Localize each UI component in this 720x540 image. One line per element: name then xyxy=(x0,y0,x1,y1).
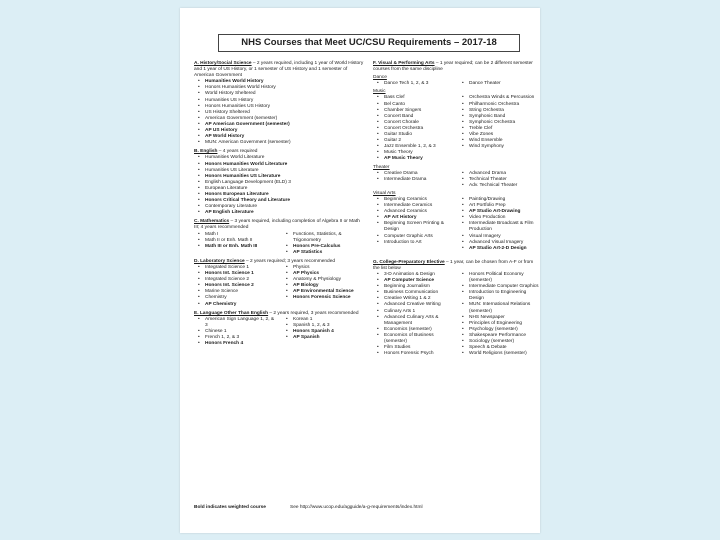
section-d-title: D. Laboratory Science xyxy=(194,258,245,264)
section-e-list-1 xyxy=(194,317,278,347)
list-item: • Vibe Zones xyxy=(462,132,539,138)
list-item: • AP American Government (semester) xyxy=(198,122,366,128)
theater-grid xyxy=(373,171,539,189)
list-item: • Advanced Culinary Arts & Management xyxy=(377,315,454,327)
list-item: • English Language Development (ELD) 3 xyxy=(198,180,366,186)
section-c-header xyxy=(194,219,366,231)
list-item: • AP Studio Art-2-D Design xyxy=(462,246,539,252)
list-item: • Film Studies xyxy=(377,345,454,351)
list-item: • MUN: International Relations (semester) xyxy=(462,302,539,314)
section-c-list-1 xyxy=(194,232,278,256)
list-item: • Korean 1 xyxy=(286,317,366,323)
list-item: • Business Communication xyxy=(377,290,454,296)
list-item: • Art Portfolio Prep xyxy=(462,203,539,209)
footer-link[interactable]: See http://www.ucop.edu/agguide/a-g-requirements/index.html xyxy=(290,505,423,510)
list-item: • Marine Science xyxy=(198,289,278,295)
section-a-title: A. History/Social Science xyxy=(194,61,252,66)
music-subheading: Music xyxy=(373,89,386,95)
list-item: • Spanish 1, 2, & 3 xyxy=(286,323,366,329)
list-item: • AP Environmental Science xyxy=(286,289,366,295)
list-item: • Chinese 1 xyxy=(198,329,278,335)
list-item: • AP Physics xyxy=(286,271,366,277)
list-item: • Honors Forensic Psych xyxy=(377,351,454,357)
list-item: • Bel Canto xyxy=(377,102,454,108)
section-c-grid xyxy=(194,232,366,256)
right-column xyxy=(373,61,539,357)
list-item: • 3-D Animation & Design xyxy=(377,272,454,278)
list-item: • Computer Graphic Arts xyxy=(377,234,454,240)
list-item: • Guitar Studio xyxy=(377,132,454,138)
list-item: • Anatomy & Physiology xyxy=(286,277,366,283)
list-item: • Beginning Journalism xyxy=(377,284,454,290)
list-item: • Guitar 2 xyxy=(377,138,454,144)
list-item: • Intermediate Drama xyxy=(377,177,454,183)
visual-arts-list-2 xyxy=(458,197,539,252)
dance-grid xyxy=(373,81,539,87)
list-item: • World Religions (semester) xyxy=(462,351,539,357)
section-e-list-2 xyxy=(282,317,366,347)
section-d-list-2 xyxy=(282,265,366,308)
list-item: • Wind Symphony xyxy=(462,144,539,150)
list-item: • Wind Ensemble xyxy=(462,138,539,144)
section-c-desc: – 3 years required, including completion of Algebra II or Math III; 4 years recommended xyxy=(194,219,360,231)
list-item: • AP US History xyxy=(198,128,366,134)
section-a-list xyxy=(194,79,366,146)
dance-subheading: Dance xyxy=(373,75,387,81)
list-item: • Advanced Creative Writing xyxy=(377,302,454,308)
list-item: • Creative Writing 1 & 2 xyxy=(377,296,454,302)
list-item: • AP Art History xyxy=(377,215,454,221)
list-item: • Advanced Drama xyxy=(462,171,539,177)
list-item: • Introduction to Engineering Design xyxy=(462,290,539,302)
section-g-desc: – 1 year, can be chosen from A-F or from the list below xyxy=(373,259,534,271)
list-item: • Concert Band xyxy=(377,114,454,120)
list-item: • Symphonic Orchestra xyxy=(462,120,539,126)
section-e-desc: – 2 years required, 3 years recommended xyxy=(268,310,359,316)
list-item: • Economics (semester) xyxy=(377,327,454,333)
list-item: • Integrated Science 2 xyxy=(198,277,278,283)
list-item: • US History Sheltered xyxy=(198,110,366,116)
list-item: • AP Chemistry xyxy=(198,302,278,308)
list-item: • World History Sheltered xyxy=(198,91,366,97)
music-list-1 xyxy=(373,95,454,162)
list-item: • AP Computer Science xyxy=(377,278,454,284)
section-g-title: G. College-Preparatory Elective xyxy=(373,259,445,265)
list-item: • Painting/Drawing xyxy=(462,197,539,203)
list-item: • AP Music Theory xyxy=(377,156,454,162)
section-c-title: C. Mathematics xyxy=(194,219,230,225)
theater-list-2 xyxy=(458,171,539,189)
list-item: • Advanced Ceramics xyxy=(377,209,454,215)
list-item: • Concert Orchestra xyxy=(377,126,454,132)
list-item: • Honors Int. Science 2 xyxy=(198,283,278,289)
section-e-grid xyxy=(194,317,366,347)
list-item: • Humanities World History xyxy=(198,79,366,85)
list-item: • Honors Humanities World Literature xyxy=(198,162,366,168)
list-item: • Humanities World Literature xyxy=(198,155,366,161)
list-item: • Physics xyxy=(286,265,366,271)
list-item: • AP English Literature xyxy=(198,210,366,216)
list-item: • Beginning Ceramics xyxy=(377,197,454,203)
list-item: • Contemporary Literature xyxy=(198,204,366,210)
dance-list-2 xyxy=(458,81,539,87)
list-item: • Intermediate Computer Graphics xyxy=(462,284,539,290)
list-item: • AP Statistics xyxy=(286,250,366,256)
list-item: • Honors Critical Theory and Literature xyxy=(198,198,366,204)
list-item: • American Government (semester) xyxy=(198,116,366,122)
list-item: • Humanities US Literature xyxy=(198,168,366,174)
section-c-list-2 xyxy=(282,232,366,256)
list-item: • Adv. Technical Theater xyxy=(462,183,539,189)
list-item: • Jazz Ensemble 1, 2, & 3 xyxy=(377,144,454,150)
list-item: • Bass Clef xyxy=(377,95,454,101)
list-item: • Music Theory xyxy=(377,150,454,156)
list-item: • Honors European Literature xyxy=(198,192,366,198)
list-item: • Symphonic Band xyxy=(462,114,539,120)
section-b-desc: – 4 years required xyxy=(217,149,258,155)
list-item: • French 1, 2, & 3 xyxy=(198,335,278,341)
section-g-list-2 xyxy=(458,272,539,357)
section-f-desc: – 1 year required; can be 2 different semester courses from the same discipline xyxy=(373,61,533,73)
list-item: • Chemistry xyxy=(198,295,278,301)
left-column xyxy=(194,61,366,347)
section-d-list-1 xyxy=(194,265,278,308)
visual-arts-grid xyxy=(373,197,539,252)
list-item: • Visual Imagery xyxy=(462,234,539,240)
list-item: • Humanities US History xyxy=(198,98,366,104)
list-item: • Orchestra Winds & Percussion xyxy=(462,95,539,101)
list-item: • AP Spanish xyxy=(286,335,366,341)
section-e-title: E. Language Other Than English xyxy=(194,310,269,316)
section-g-list-1 xyxy=(373,272,454,357)
list-item: • Beginning Screen Printing & Design xyxy=(377,221,454,233)
list-item: • Honors Humanities US History xyxy=(198,104,366,110)
list-item: • Integrated Science 1 xyxy=(198,265,278,271)
section-g-header xyxy=(373,260,539,272)
music-list-2 xyxy=(458,95,539,162)
page-title: NHS Courses that Meet UC/CSU Requirements – 2017-18 xyxy=(218,34,520,52)
list-item: • Intermediate Broadcast & Film Production xyxy=(462,221,539,233)
section-a-desc: – 2 years required, including 1 year of World History and 1 year of US History, or 1 semester of US History and 1 semester of American Government xyxy=(194,61,364,79)
list-item: • Psychology (semester) xyxy=(462,327,539,333)
music-grid xyxy=(373,95,539,162)
section-f-header xyxy=(373,61,539,73)
list-item: • Honors Forensic Science xyxy=(286,295,366,301)
dance-list-1 xyxy=(373,81,454,87)
section-a-header xyxy=(194,61,366,79)
visual-arts-list-1 xyxy=(373,197,454,252)
list-item: • Technical Theater xyxy=(462,177,539,183)
list-item: • AP Biology xyxy=(286,283,366,289)
list-item: • Honors Humanities World History xyxy=(198,85,366,91)
list-item: • Treble Clef xyxy=(462,126,539,132)
visual-arts-subheading: Visual Arts xyxy=(373,190,396,196)
list-item: • Honors Political Economy (semester) xyxy=(462,272,539,284)
section-d-desc: – 2 years required; 3 years recommended xyxy=(244,258,336,264)
list-item: • String Orchestra xyxy=(462,108,539,114)
list-item: • Honors French 4 xyxy=(198,341,278,347)
list-item: • Honors Int. Science 1 xyxy=(198,271,278,277)
list-item: • Introduction to Art xyxy=(377,240,454,246)
footer-note: Bold indicates weighted course xyxy=(194,505,266,510)
list-item: • Sociology (semester) xyxy=(462,339,539,345)
section-b-title: B. English xyxy=(194,149,218,155)
list-item: • AP World History xyxy=(198,134,366,140)
list-item: • Chamber Singers xyxy=(377,108,454,114)
list-item: • Economics of Business (semester) xyxy=(377,333,454,345)
list-item: • Shakespeare Performance xyxy=(462,333,539,339)
list-item: • Speech & Debate xyxy=(462,345,539,351)
section-g-grid xyxy=(373,272,539,357)
list-item: • Honors Humanities US Literature xyxy=(198,174,366,180)
list-item: • Culinary Arts 1 xyxy=(377,309,454,315)
theater-list-1 xyxy=(373,171,454,189)
list-item: • American Sign Language 1, 2, & 3 xyxy=(198,317,278,329)
list-item: • Honors Spanish 4 xyxy=(286,329,366,335)
list-item: • Intermediate Ceramics xyxy=(377,203,454,209)
section-b-list xyxy=(194,155,366,216)
list-item: • Advanced Visual Imagery xyxy=(462,240,539,246)
list-item: • Dance Tech 1, 2, & 3 xyxy=(377,81,454,87)
list-item: • Principles of Engineering xyxy=(462,321,539,327)
list-item: • Honors Pre-Calculus xyxy=(286,244,366,250)
list-item: • NHS Newspaper xyxy=(462,315,539,321)
list-item: • AP Studio Art-Drawing xyxy=(462,209,539,215)
list-item: • Concert Chorale xyxy=(377,120,454,126)
document-page xyxy=(180,8,540,533)
list-item: • Creative Drama xyxy=(377,171,454,177)
list-item: • Dance Theater xyxy=(462,81,539,87)
list-item: • Math II or Enh. Math II xyxy=(198,238,278,244)
list-item: • Math III or Enh. Math III xyxy=(198,244,278,250)
list-item: • MUN: American Government (semester) xyxy=(198,140,366,146)
theater-subheading: Theater xyxy=(373,164,390,170)
list-item: • Math I xyxy=(198,232,278,238)
list-item: • Video Production xyxy=(462,215,539,221)
section-f-title: F. Visual & Performing Arts xyxy=(373,61,435,66)
list-item: • Functions, Statistics, & Trigonometry xyxy=(286,232,366,244)
list-item: • European Literature xyxy=(198,186,366,192)
list-item: • Philharmonic Orchestra xyxy=(462,102,539,108)
section-d-grid xyxy=(194,265,366,308)
